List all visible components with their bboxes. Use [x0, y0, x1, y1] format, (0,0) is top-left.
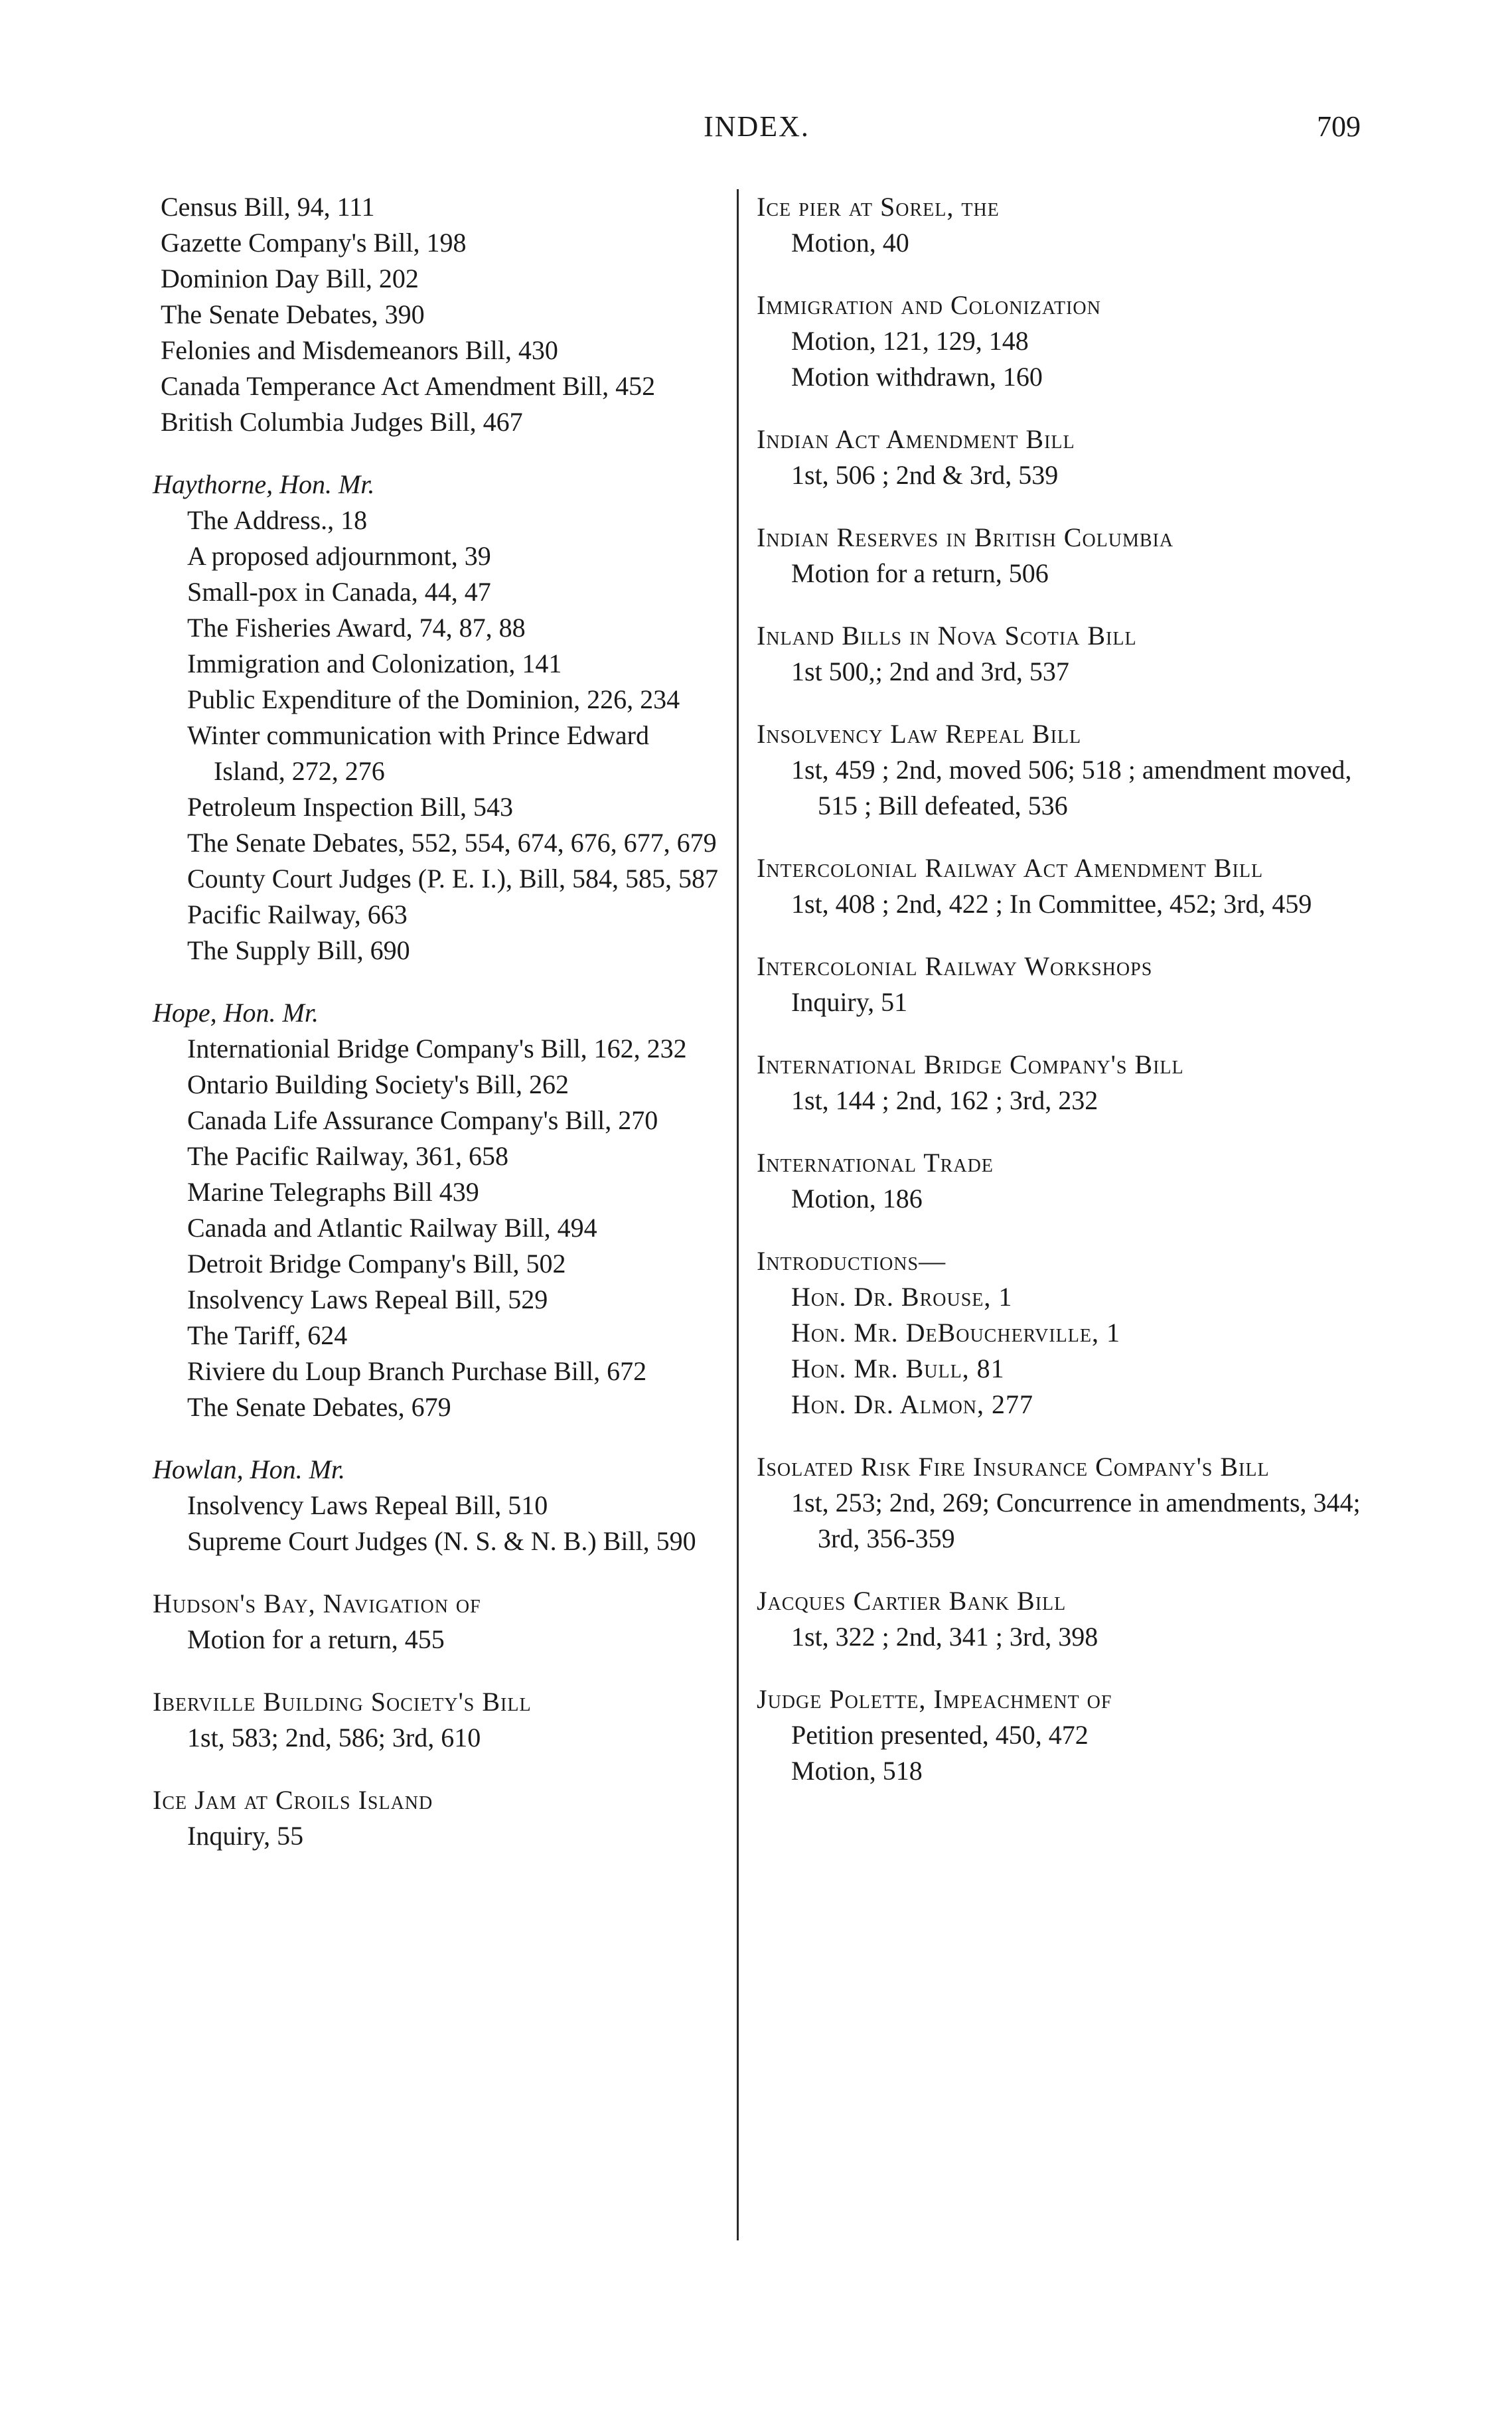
index-entry: Insolvency Laws Repeal Bill, 510	[187, 1490, 548, 1520]
index-entry: Winter communication with Prince Edward Island, 272, 276	[187, 720, 649, 786]
index-entry: The Address., 18	[187, 505, 368, 535]
index-entry-group	[757, 520, 1387, 591]
index-entry-group	[757, 716, 1387, 824]
index-heading: Hudson's Bay, Navigation of	[153, 1589, 481, 1618]
index-heading: Ice pier at Sorel, the	[757, 192, 1000, 222]
index-entry: The Tariff, 624	[187, 1320, 348, 1350]
index-entries	[757, 1181, 1387, 1217]
index-heading: Jacques Cartier Bank Bill	[757, 1586, 1067, 1616]
index-entry: Supreme Court Judges (N. S. & N. B.) Bill, 590	[187, 1526, 696, 1556]
index-entry: Inquiry, 51	[791, 987, 908, 1017]
index-entries	[153, 1622, 723, 1658]
index-entry: The Senate Debates, 552, 554, 674, 676, 677, 679	[187, 828, 717, 858]
index-entry: 1st, 253; 2nd, 269; Concurrence in amendments, 344; 3rd, 356-359	[791, 1488, 1361, 1553]
index-entry-group	[757, 189, 1387, 261]
index-entry: The Fisheries Award, 74, 87, 88	[187, 613, 526, 643]
index-heading: Indian Act Amendment Bill	[757, 424, 1075, 454]
index-entry-group	[757, 1047, 1387, 1119]
index-entry-group	[153, 467, 723, 969]
index-entry: Motion, 186	[791, 1184, 923, 1213]
index-entries	[757, 1619, 1387, 1655]
index-entry-group	[757, 287, 1387, 395]
index-entry: Hon. Dr. Brouse, 1	[791, 1282, 1013, 1312]
index-entry: Public Expenditure of the Dominion, 226, 234	[187, 684, 680, 714]
index-entries	[153, 503, 723, 969]
index-entry: Inquiry, 55	[187, 1821, 304, 1851]
index-entry-group	[757, 1449, 1387, 1557]
index-entry: A proposed adjournmont, 39	[187, 541, 491, 571]
index-heading: Isolated Risk Fire Insurance Company's Bill	[757, 1452, 1270, 1482]
index-entry-group	[153, 1684, 723, 1756]
index-heading: Ice Jam at Croils Island	[153, 1785, 433, 1815]
right-column	[757, 189, 1387, 1816]
index-entries	[757, 886, 1387, 922]
index-entry-group	[757, 949, 1387, 1020]
index-entry: Immigration and Colonization, 141	[187, 649, 562, 678]
index-entries	[757, 225, 1387, 261]
index-entry: Felonies and Misdemeanors Bill, 430	[161, 335, 558, 365]
index-entry: Marine Telegraphs Bill 439	[187, 1177, 479, 1207]
index-entry-group	[757, 1145, 1387, 1217]
index-entry: Canada Life Assurance Company's Bill, 270	[187, 1105, 658, 1135]
index-entry: 1st, 506 ; 2nd & 3rd, 539	[791, 460, 1059, 490]
index-entry: The Senate Debates, 679	[187, 1392, 451, 1422]
index-entries	[757, 1485, 1387, 1557]
column-divider	[737, 189, 739, 2240]
page-title: INDEX.	[704, 110, 810, 143]
index-entry-group	[757, 850, 1387, 922]
index-entries	[153, 1720, 723, 1756]
index-entry: The Pacific Railway, 361, 658	[187, 1141, 508, 1171]
index-entries	[757, 984, 1387, 1020]
index-entries	[153, 189, 723, 440]
index-entry: British Columbia Judges Bill, 467	[161, 407, 523, 437]
index-entry-group	[757, 1681, 1387, 1789]
index-entry-group	[757, 1243, 1387, 1423]
index-entry: Hon. Dr. Almon, 277	[791, 1389, 1034, 1419]
index-heading: International Bridge Company's Bill	[757, 1050, 1184, 1079]
index-entry: Motion for a return, 455	[187, 1624, 445, 1654]
index-heading: Hope, Hon. Mr.	[153, 998, 319, 1028]
index-heading: Intercolonial Railway Workshops	[757, 951, 1153, 981]
index-entry: Petroleum Inspection Bill, 543	[187, 792, 514, 822]
index-entry: The Supply Bill, 690	[187, 935, 410, 965]
index-entry: 1st 500,; 2nd and 3rd, 537	[791, 657, 1069, 686]
index-entry: Detroit Bridge Company's Bill, 502	[187, 1249, 566, 1279]
index-entry: Motion, 518	[791, 1756, 923, 1786]
index-entries	[757, 556, 1387, 591]
index-entry: Canada Temperance Act Amendment Bill, 452	[161, 371, 656, 401]
index-entry: Census Bill, 94, 111	[161, 192, 375, 222]
index-heading: Indian Reserves in British Columbia	[757, 522, 1174, 552]
running-head	[153, 110, 1361, 156]
index-heading: Introductions—	[757, 1246, 946, 1276]
index-entry: 1st, 322 ; 2nd, 341 ; 3rd, 398	[791, 1622, 1098, 1652]
index-entries	[757, 1717, 1387, 1789]
index-entries	[153, 1818, 723, 1854]
index-entry: 1st, 459 ; 2nd, moved 506; 518 ; amendment moved, 515 ; Bill defeated, 536	[791, 755, 1352, 820]
index-entry: Motion withdrawn, 160	[791, 362, 1043, 392]
index-heading: Iberville Building Society's Bill	[153, 1687, 532, 1717]
index-entry: Insolvency Laws Repeal Bill, 529	[187, 1284, 548, 1314]
index-entries	[153, 1488, 723, 1559]
index-heading: Insolvency Law Repeal Bill	[757, 719, 1082, 749]
index-heading: Judge Polette, Impeachment of	[757, 1684, 1112, 1714]
index-heading: Immigration and Colonization	[757, 290, 1101, 320]
index-entry-group	[153, 1452, 723, 1559]
index-entry: Petition presented, 450, 472	[791, 1720, 1089, 1750]
index-entry: Pacific Railway, 663	[187, 899, 408, 929]
index-entries	[757, 752, 1387, 824]
index-entry-group	[757, 1583, 1387, 1655]
index-entry: Internationial Bridge Company's Bill, 162, 232	[187, 1034, 687, 1063]
page-number: 709	[1317, 110, 1361, 143]
index-entry-group	[153, 1782, 723, 1854]
index-entry-group	[153, 189, 723, 440]
index-heading: Inland Bills in Nova Scotia Bill	[757, 621, 1137, 651]
index-entries	[757, 1083, 1387, 1119]
left-column	[153, 189, 723, 1881]
index-entries	[757, 1279, 1387, 1423]
index-entry: 1st, 583; 2nd, 586; 3rd, 610	[187, 1723, 481, 1752]
index-entry: The Senate Debates, 390	[161, 299, 425, 329]
index-entries	[153, 1031, 723, 1425]
index-heading: Howlan, Hon. Mr.	[153, 1454, 346, 1484]
index-entries	[757, 323, 1387, 395]
index-entry: 1st, 408 ; 2nd, 422 ; In Committee, 452; 3rd, 459	[791, 889, 1312, 919]
index-entry: Ontario Building Society's Bill, 262	[187, 1069, 569, 1099]
index-entry: Hon. Mr. Bull, 81	[791, 1354, 1005, 1383]
index-entry: 1st, 144 ; 2nd, 162 ; 3rd, 232	[791, 1085, 1098, 1115]
index-entry: Motion for a return, 506	[791, 558, 1049, 588]
index-entry: Hon. Mr. DeBoucherville, 1	[791, 1318, 1120, 1348]
index-entry-group	[757, 618, 1387, 690]
index-entry: Canada and Atlantic Railway Bill, 494	[187, 1213, 597, 1243]
index-entry: Motion, 40	[791, 228, 909, 258]
index-entry-group	[757, 422, 1387, 493]
index-entry-group	[153, 1586, 723, 1658]
index-entry: Motion, 121, 129, 148	[791, 326, 1029, 356]
index-entries	[757, 457, 1387, 493]
index-entry: County Court Judges (P. E. I.), Bill, 584, 585, 587	[187, 864, 719, 894]
index-entry: Dominion Day Bill, 202	[161, 264, 419, 293]
index-entry: Riviere du Loup Branch Purchase Bill, 672	[187, 1356, 647, 1386]
index-heading: Intercolonial Railway Act Amendment Bill	[757, 853, 1264, 883]
index-entry-group	[153, 995, 723, 1425]
index-entry: Small-pox in Canada, 44, 47	[187, 577, 491, 607]
index-heading: International Trade	[757, 1148, 994, 1178]
index-heading: Haythorne, Hon. Mr.	[153, 469, 375, 499]
index-entries	[757, 654, 1387, 690]
index-entry: Gazette Company's Bill, 198	[161, 228, 467, 258]
